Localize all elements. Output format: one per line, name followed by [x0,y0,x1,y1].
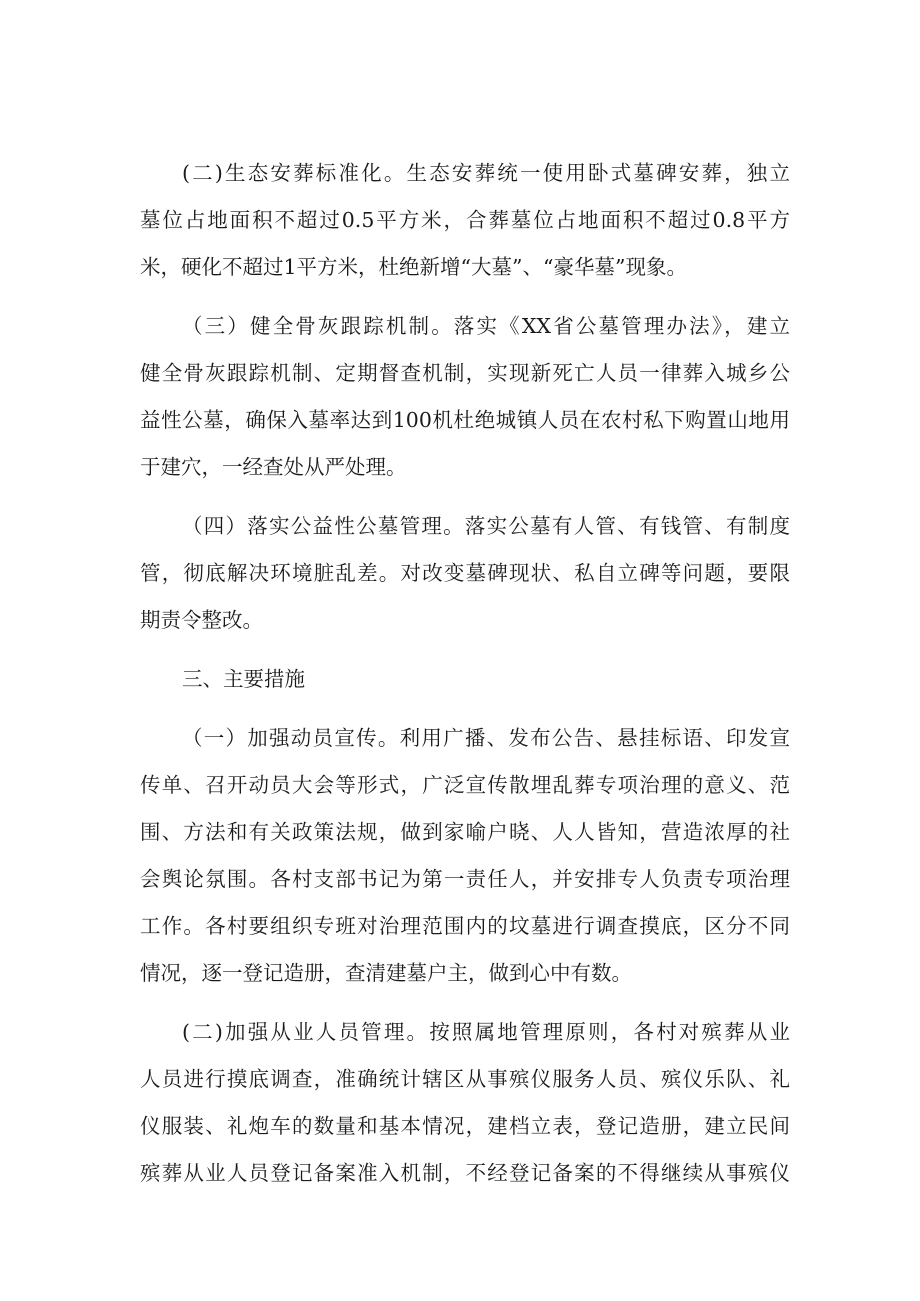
text-line: 墓位占地面积不超过0.5平方米，合葬墓位占地面积不超过0.8平方 [140,208,790,232]
paragraph-ash-tracking [140,303,790,491]
paragraph-practitioner-management [140,1009,790,1197]
text-line: 工作。各村要组织专班对治理范围内的坟墓进行调查摸底，区分不同 [140,914,790,938]
document-body [140,150,790,1209]
text-line: 期责令整改。 [140,608,263,632]
text-line: 仪服装、礼炮车的数量和基本情况，建档立表，登记造册，建立民间 [140,1114,790,1138]
text-line: 围、方法和有关政策法规，做到家喻户晓、人人皆知，营造浓厚的社 [140,820,790,844]
text-line: 益性公墓，确保入墓率达到100机杜绝城镇人员在农村私下购置山地用 [140,408,790,432]
text-line: 人员进行摸底调查，准确统计辖区从事殡仪服务人员、殡仪乐队、礼 [140,1067,790,1091]
paragraph-public-cemetery [140,503,790,644]
paragraph-mobilization-publicity [140,715,790,997]
text-line: （三）健全骨灰跟踪机制。落实《XX省公墓管理办法》，建立 [182,314,790,338]
text-line: （四）落实公益性公墓管理。落实公墓有人管、有钱管、有制度 [182,514,790,538]
text-line: 传单、召开动员大会等形式，广泛宣传散埋乱葬专项治理的意义、范 [140,773,790,797]
paragraph-eco-burial-standard [140,150,790,291]
text-line: (二)加强从业人员管理。按照属地管理原则，各村对殡葬从业 [182,1020,790,1044]
text-line: 于建穴，一经查处从严处理。 [140,455,407,479]
section-heading-text: 三、主要措施 [182,667,305,691]
text-line: 米，硬化不超过1平方米，杜绝新增“大墓”、“豪华墓”现象。 [140,255,687,279]
text-line: 情况，逐一登记造册，查清建墓户主，做到心中有数。 [140,961,632,985]
text-line: 会舆论氛围。各村支部书记为第一责任人，并安排专人负责专项治理 [140,867,790,891]
text-line: 殡葬从业人员登记备案准入机制，不经登记备案的不得继续从事殡仪 [140,1161,790,1185]
text-line: （一）加强动员宣传。利用广播、发布公告、悬挂标语、印发宣 [182,726,790,750]
text-line: (二)生态安葬标准化。生态安葬统一使用卧式墓碑安葬，独立 [182,161,790,185]
section-heading-main-measures [140,656,790,703]
text-line: 健全骨灰跟踪机制、定期督查机制，实现新死亡人员一律葬入城乡公 [140,361,790,385]
text-line: 管，彻底解决环境脏乱差。对改变墓碑现状、私自立碑等问题，要限 [140,561,790,585]
